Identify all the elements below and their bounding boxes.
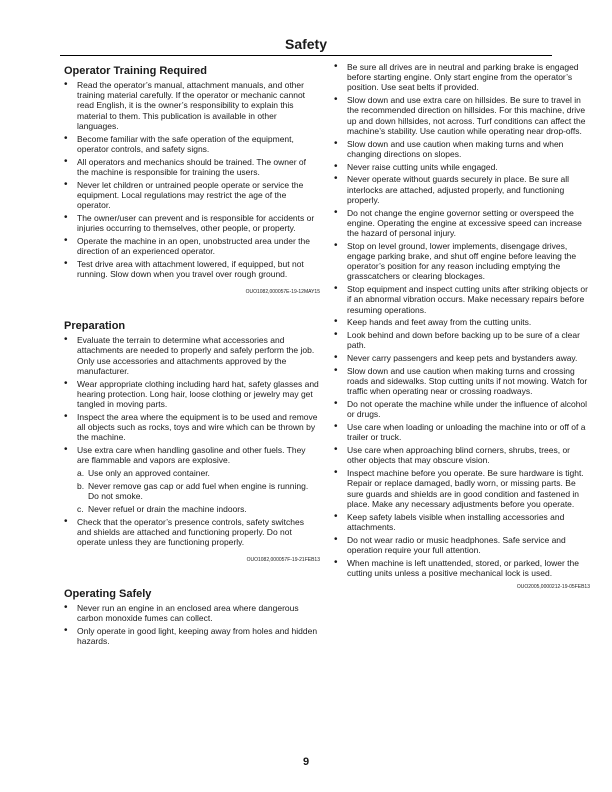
sub-item-text: Never refuel or drain the machine indoors.	[88, 503, 247, 514]
page-title: Safety	[284, 36, 328, 52]
operating-safely-list-continued	[334, 62, 590, 578]
preparation-list-continued	[64, 517, 320, 548]
list-item: • Do not operate the machine while under the influence of alcohol or drugs.	[334, 399, 590, 419]
sub-list-item	[64, 481, 320, 501]
list-item: • Operate the machine in an open, unobstructed area under the direction of an experienced operator.	[64, 236, 320, 256]
reference-code: OUO1082,000057F-19-21FEB13	[246, 557, 320, 564]
list-item: • The owner/user can prevent and is responsible for accidents or injuries occurring to themselves, other people, or property.	[64, 213, 320, 233]
list-item: • Use extra care when handling gasoline and other fuels. They are flammable and vapors are explosive.	[64, 445, 320, 465]
list-item: • Do not wear radio or music headphones. Safe service and operation require your full attention.	[334, 535, 590, 555]
right-column	[334, 62, 590, 591]
list-item: • Only operate in good light, keeping away from holes and hidden hazards.	[64, 626, 320, 646]
list-item: • Never run an engine in an enclosed area where dangerous carbon monoxide fumes can collect.	[64, 603, 320, 623]
sub-list-item	[64, 468, 320, 478]
sub-item-letter: b.	[77, 480, 85, 491]
list-item: • Check that the operator’s presence controls, safety switches and shields are attached and functioning properly. Do not operate unless they are functioning properly.	[64, 517, 320, 548]
list-item: • Wear appropriate clothing including hard hat, safety glasses and hearing protection. Long hair, loose clothing or jewelry may get tangled in moving parts.	[64, 379, 320, 410]
list-item: • All operators and mechanics should be trained. The owner of the machine is responsible for training the users.	[64, 157, 320, 177]
list-item: • Keep safety labels visible when installing accessories and attachments.	[334, 512, 590, 532]
list-item: • Use care when loading or unloading the machine into or off of a trailer or truck.	[334, 422, 590, 442]
list-item: • Be sure all drives are in neutral and parking brake is engaged before starting engine. Only start engine from the operator’s position. Use seat belts if provided.	[334, 62, 590, 93]
list-item: • Evaluate the terrain to determine what accessories and attachments are needed to properly and safely perform the job. Only use accessories and attachments approved by the manufacturer.	[64, 335, 320, 376]
operator-training-list	[64, 80, 320, 279]
list-item: • Use care when approaching blind corners, shrubs, trees, or other objects that may obscure vision.	[334, 445, 590, 465]
list-item: • Stop on level ground, lower implements, disengage drives, engage parking brake, and shut off engine before leaving the operator’s position for any reason including emptying the grasscatchers or clearing blockages.	[334, 241, 590, 282]
fuel-sub-list	[64, 468, 320, 514]
sub-item-letter: a.	[77, 468, 85, 479]
list-item: • Inspect machine before you operate. Be sure hardware is tight. Repair or replace damaged, badly worn, or missing parts. Be sure guards and shields are in good condition and fastened in place. Make any necessary adjustments before you operate.	[334, 468, 590, 509]
list-item: • Slow down and use extra care on hillsides. Be sure to travel in the recommended direction on hillsides. For this machine, drive up and down hillsides, not across. Turf conditions can affect the machine’s stability. Use caution while operating near drop-offs.	[334, 95, 590, 136]
preparation-list	[64, 335, 320, 465]
sub-item-text: Never remove gas cap or add fuel when engine is running. Do not smoke.	[88, 480, 309, 502]
list-item: • Slow down and use caution when making turns and when changing directions on slopes.	[334, 139, 590, 159]
reference-code: OUO2005,0000212-19-05FEB13	[516, 584, 590, 591]
sub-list-item	[64, 504, 320, 514]
sub-item-letter: c.	[77, 503, 84, 514]
list-item: • Slow down and use caution when making turns and crossing roads and sidewalks. Stop cutting units if not mowing. Watch for traffic when operating near or crossing roadways.	[334, 366, 590, 397]
operating-safely-list	[64, 603, 320, 646]
list-item: • Test drive area with attachment lowered, if equipped, but not running. Slow down when you travel over rough ground.	[64, 259, 320, 279]
operator-training-heading: Operator Training Required	[64, 65, 208, 77]
list-item: • Read the operator’s manual, attachment manuals, and other training material carefully. If the operator or mechanic cannot read English, it is the owner’s responsibility to explain this material to them. This publication is available in other languages.	[64, 80, 320, 131]
list-item: • Never operate without guards securely in place. Be sure all interlocks are attached, adjusted properly, and functioning properly.	[334, 174, 590, 205]
list-item: • Never carry passengers and keep pets and bystanders away.	[334, 353, 590, 363]
list-item: • Stop equipment and inspect cutting units after striking objects or if an abnormal vibration occurs. Make necessary repairs before resuming operations.	[334, 284, 590, 315]
list-item: • When machine is left unattended, stored, or parked, lower the cutting units unless a positive mechanical lock is used.	[334, 558, 590, 578]
list-item: • Never raise cutting units while engaged.	[334, 162, 590, 172]
operating-safely-heading: Operating Safely	[64, 588, 152, 601]
list-item: • Do not change the engine governor setting or overspeed the engine. Operating the engine at excessive speed can increase the hazard of personal injury.	[334, 208, 590, 239]
list-item: • Look behind and down before backing up to be sure of a clear path.	[334, 330, 590, 350]
sub-item-text: Use only an approved container.	[88, 468, 210, 479]
list-item: • Never let children or untrained people operate or service the equipment. Local regulations may restrict the age of the operator.	[64, 180, 320, 211]
title-divider	[60, 55, 552, 56]
reference-code: OUO1082,000057E-19-12MAY15	[245, 289, 320, 296]
list-item: • Keep hands and feet away from the cutting units.	[334, 317, 590, 327]
list-item: • Inspect the area where the equipment is to be used and remove all objects such as rocks, toys and wire which can be thrown by the machine.	[64, 412, 320, 443]
page-number: 9	[302, 756, 310, 768]
list-item: • Become familiar with the safe operation of the equipment, operator controls, and safety signs.	[64, 134, 320, 154]
preparation-heading: Preparation	[64, 320, 126, 333]
left-column	[64, 62, 320, 649]
